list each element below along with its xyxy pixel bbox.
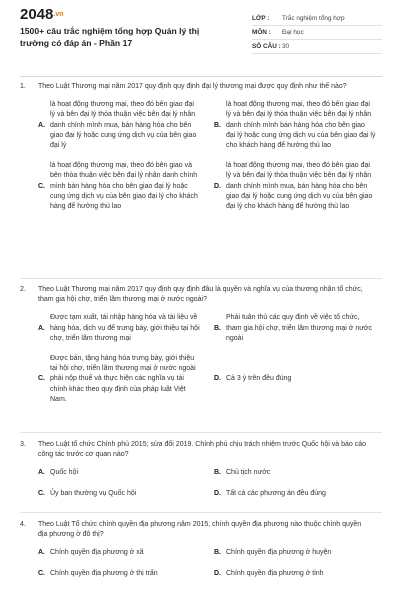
question-header: [20, 520, 382, 540]
option-c[interactable]: [38, 161, 206, 212]
question-text: Theo Luật tổ chức Chính phủ 2015; sửa đổi 2019. Chính phủ chịu trách nhiệm trước Quốc hội và báo cáo công tác trước cơ quan nào?: [38, 441, 367, 459]
option-letter: D.: [214, 182, 221, 190]
option-letter: B.: [214, 469, 221, 477]
logo-main: 2048: [20, 6, 54, 23]
option-b[interactable]: [214, 548, 382, 558]
question-header: [20, 440, 382, 460]
meta-key: MÔN :: [252, 29, 271, 36]
logo-tld: .vn: [53, 11, 64, 18]
option-text: Tất cả các phương án đều đúng: [226, 489, 326, 497]
option-letter: B.: [214, 549, 221, 557]
option-letter: B.: [214, 121, 221, 129]
question-divider: [20, 278, 382, 279]
document-meta: [252, 12, 382, 54]
option-letter: C.: [38, 182, 45, 190]
option-text: Được bán, tặng hàng hóa trưng bày, giới thiệu tại hội chợ, triển lãm thương mại ở nước ngoài phải nộp thuế và thực hiện các nghĩa vụ tài chính khác theo quy định của pháp luật Việt Nam.: [50, 355, 196, 403]
question-text: Theo Luật Thương mại năm 2017 quy định quy định đại lý thương mại được quy định như thế nào?: [38, 83, 347, 90]
meta-value: Đại học: [282, 29, 304, 36]
question-text: Theo Luật Tổ chức chính quyền địa phương năm 2015, chính quyền địa phương nào thuộc chính quyền địa phương ở đô thị?: [38, 521, 362, 539]
options-grid: [38, 100, 382, 212]
option-a[interactable]: [38, 548, 206, 558]
option-letter: C.: [38, 569, 45, 577]
option-letter: A.: [38, 549, 45, 557]
option-text: Chính quyền địa phương ở xã: [50, 549, 144, 557]
option-text: Được tạm xuất, tái nhập hàng hóa và tài liệu về hàng hóa, dịch vụ để trưng bày, giới thiệu tại hội chợ, triển lãm thương mại: [50, 314, 200, 342]
option-text: là hoạt động thương mại, theo đó bên giao đại lý và bên đại lý thỏa thuận việc bên đại lý nhân danh chính mình mua, bán hàng hóa cho bên giao đại lý hoặc cung ứng dịch vụ của bên giao đại lý: [50, 101, 197, 150]
question-1: [20, 82, 382, 212]
option-d[interactable]: [214, 489, 382, 499]
option-b[interactable]: [214, 313, 382, 344]
meta-row-subject: [252, 26, 382, 40]
question-text: Theo Luật Thương mại năm 2017 quy định quy định đâu là quyền và nghĩa vụ của thương nhân tổ chức, tham gia hội chợ, triển lãm thương mại ở nước ngoài?: [38, 286, 363, 304]
option-letter: D.: [214, 569, 221, 577]
meta-row-count: [252, 40, 382, 54]
option-text: Chủ tịch nước: [226, 469, 271, 477]
option-text: là hoạt động thương mại, theo đó bên giao đại lý và bên đại lý thỏa thuận việc bên đại lý nhân danh chính mình bán hàng hóa cho bên giao đại lý hoặc cung ứng dịch vụ của bên giao đại lý cho khách hàng để hưởng thù lao: [226, 101, 376, 150]
option-letter: A.: [38, 324, 45, 332]
meta-row-class: [252, 12, 382, 26]
options-grid: [38, 548, 382, 578]
question-number: 3.: [20, 441, 26, 448]
option-c[interactable]: [38, 569, 206, 579]
options-grid: [38, 313, 382, 405]
meta-value: 30: [282, 43, 290, 50]
question-header: [20, 82, 382, 92]
option-letter: C.: [38, 375, 45, 383]
option-text: là hoạt động thương mại, theo đó bên giao đại lý và bên đại lý thỏa thuận việc bên đại lý nhân danh chính mình mua, bán hàng hóa cho bên giao đại lý hoặc cung ứng dịch vụ của bên giao đại lý cho khách hàng để hưởng thù lao: [226, 162, 373, 211]
option-letter: C.: [38, 489, 45, 497]
option-letter: A.: [38, 121, 45, 129]
option-text: Chính quyền địa phương ở thị trấn: [50, 569, 158, 577]
option-text: Phải tuân thủ các quy định về việc tổ chức, tham gia hội chợ, triển lãm thương mại ở nước ngoài: [226, 314, 373, 342]
option-text: Chính quyền địa phương ở tỉnh: [226, 569, 324, 577]
option-text: Ủy ban thường vụ Quốc hội: [50, 489, 137, 497]
option-text: Quốc hội: [50, 469, 79, 477]
question-number: 4.: [20, 521, 26, 528]
option-a[interactable]: [38, 468, 206, 478]
option-c[interactable]: [38, 354, 206, 405]
question-number: 2.: [20, 286, 26, 293]
option-letter: D.: [214, 375, 221, 383]
meta-key: LỚP :: [252, 15, 270, 22]
option-b[interactable]: [214, 100, 382, 151]
site-logo[interactable]: [20, 6, 64, 23]
header-divider: [20, 76, 382, 77]
option-b[interactable]: [214, 468, 382, 478]
option-a[interactable]: [38, 313, 206, 344]
option-d[interactable]: [214, 569, 382, 579]
question-2: [20, 285, 382, 405]
option-text: Cả 3 ý trên đều đúng: [226, 375, 292, 383]
meta-value: Trắc nghiệm tổng hợp: [282, 15, 345, 22]
option-text: Chính quyền địa phương ở huyện: [226, 549, 332, 557]
options-grid: [38, 468, 382, 498]
option-letter: D.: [214, 489, 221, 497]
meta-key: SỐ CÂU :: [252, 43, 281, 50]
question-header: [20, 285, 382, 305]
question-divider: [20, 432, 382, 433]
option-c[interactable]: [38, 489, 206, 499]
question-divider: [20, 512, 382, 513]
document-header: [0, 0, 400, 62]
option-letter: A.: [38, 469, 45, 477]
option-a[interactable]: [38, 100, 206, 151]
option-text: là hoạt động thương mại, theo đó bên giao và bên thỏa thuận việc bên đại lý nhân danh chính mình bán hàng hóa cho bên giao đại lý hoặc cung ứng dịch vụ của bên giao đại lý cho khách hàng để hưởng thù lao: [50, 162, 198, 211]
option-d[interactable]: [214, 354, 382, 405]
question-number: 1.: [20, 83, 26, 90]
question-4: [20, 520, 382, 579]
question-3: [20, 440, 382, 499]
document-title: 1500+ câu trắc nghiệm tổng hợp Quản lý thị trường có đáp án - Phần 17: [20, 26, 200, 48]
option-letter: B.: [214, 324, 221, 332]
option-d[interactable]: [214, 161, 382, 212]
